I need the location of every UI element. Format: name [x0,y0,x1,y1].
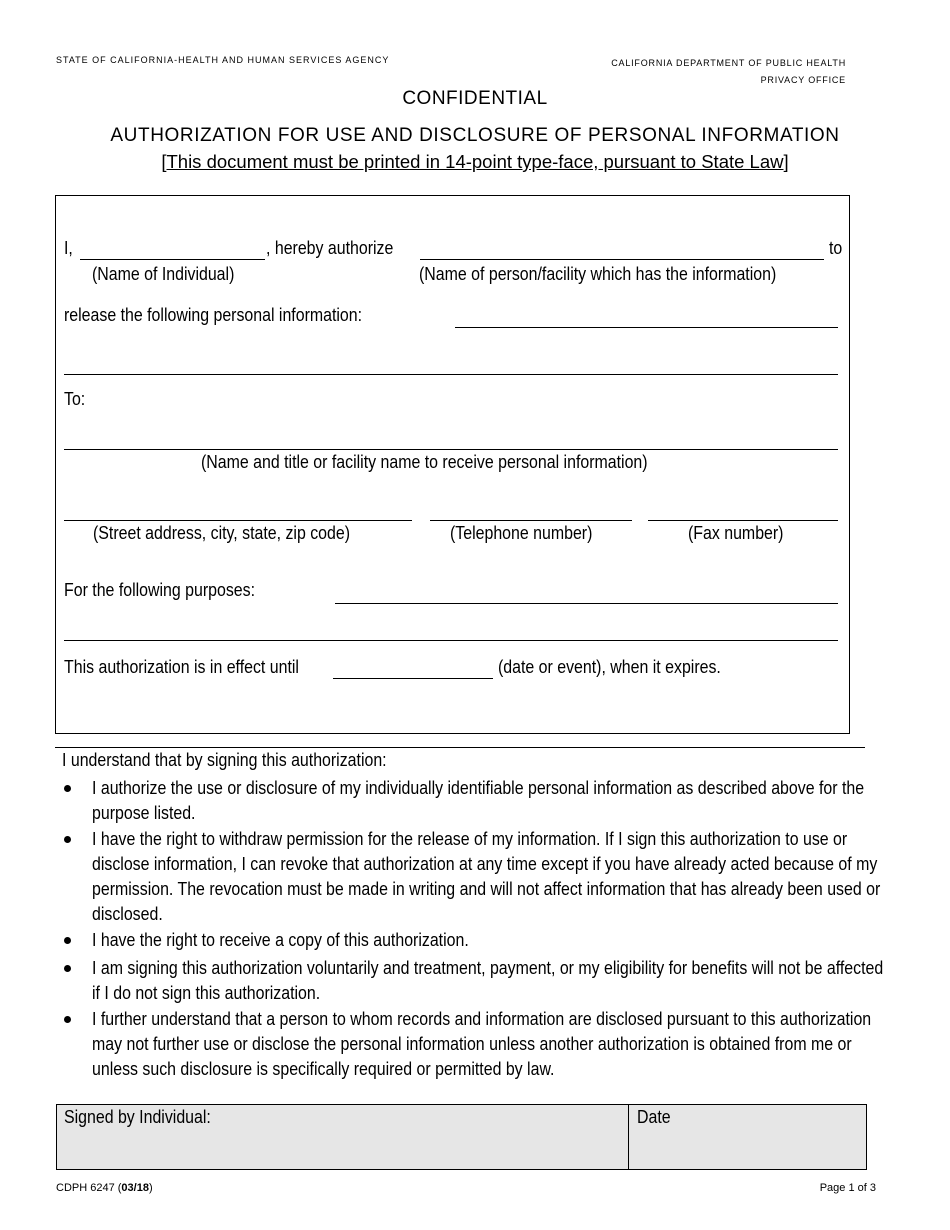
list-item [62,955,884,1005]
signature-divider [628,1104,629,1170]
list-item [62,927,862,952]
expiration-field[interactable] [333,678,493,679]
understand-list [62,775,884,1081]
name-of-individual-caption: (Name of Individual) [92,263,235,284]
release-text: release the following personal information: [64,304,363,325]
bullet-icon [64,836,71,843]
purposes-field-1[interactable] [335,603,838,604]
recipient-name-field[interactable] [64,449,838,450]
release-info-field-1[interactable] [455,327,838,328]
department-name: CALIFORNIA DEPARTMENT OF PUBLIC HEALTH [611,58,846,68]
purposes-label: For the following purposes: [64,579,256,600]
office-name: PRIVACY OFFICE [760,75,846,85]
purposes-field-2[interactable] [64,640,838,641]
print-note-text: This document must be printed in 14-point type-face, pursuant to State Law [166,151,784,172]
to-label: To: [64,388,86,409]
section-divider [55,747,865,748]
date-label: Date [637,1106,671,1127]
i-prefix: I, [64,237,73,258]
form-id [56,1182,153,1194]
list-item [62,775,865,825]
list-item-text: I have the right to withdraw permission for the release of my information. If I sign this authorization to use or disclose information, I can revoke that authorization at any time except if you have already acted because of my permission. The revocation must be made in writing and will not affect information that has already been used or disclosed. [92,828,881,924]
hereby-authorize-text: , hereby authorize [266,237,394,258]
list-item [62,1006,872,1081]
fax-caption: (Fax number) [688,522,784,543]
form-id-close: ) [148,1182,153,1194]
bullet-icon [64,1016,71,1023]
effect-prefix: This authorization is in effect until [64,656,299,677]
signature-field[interactable] [57,1132,627,1166]
bullet-icon [64,937,71,944]
page-number: Page 1 of 3 [819,1182,876,1194]
signed-label: Signed by Individual: [64,1106,211,1127]
print-note: [This document must be printed in 14-point type-face, pursuant to State Law] [161,151,789,172]
effect-suffix: (date or event), when it expires. [498,656,721,677]
telephone-caption: (Telephone number) [450,522,593,543]
address-field[interactable] [64,520,412,521]
list-item-text: I am signing this authorization voluntarily and treatment, payment, or my eligibility for benefits will not be affected if I do not sign this authorization. [92,957,884,1003]
list-item-text: I have the right to receive a copy of this authorization. [92,929,469,950]
facility-name-field[interactable] [420,259,824,260]
form-revision: 03/18 [121,1182,149,1194]
list-item-text: I authorize the use or disclosure of my individually identifiable personal information as described above for the purpose listed. [92,777,865,823]
understand-heading: I understand that by signing this authorization: [62,749,387,770]
address-caption: (Street address, city, state, zip code) [93,522,351,543]
list-item-text: I further understand that a person to whom records and information are disclosed pursuant to this authorization may not further use or disclose the personal information unless another authorization is obtained from me or unless such disclosure is specifically required or permitted by law. [92,1008,872,1079]
telephone-field[interactable] [430,520,632,521]
individual-name-field[interactable] [80,259,265,260]
release-info-field-2[interactable] [64,374,838,375]
form-id-text: CDPH 6247 ( [56,1182,122,1194]
department-header [611,55,846,89]
fax-field[interactable] [648,520,838,521]
form-title: AUTHORIZATION FOR USE AND DISCLOSURE OF PERSONAL INFORMATION [110,125,840,146]
agency-header: STATE OF CALIFORNIA-HEALTH AND HUMAN SERVICES AGENCY [56,55,390,65]
to-suffix: to [829,237,843,258]
name-of-facility-caption: (Name of person/facility which has the information) [419,263,777,284]
list-item [62,826,881,926]
bullet-icon [64,965,71,972]
confidential-title: CONFIDENTIAL [402,88,548,109]
date-field[interactable] [630,1132,864,1166]
bullet-icon [64,785,71,792]
recipient-caption: (Name and title or facility name to receive personal information) [201,451,648,472]
